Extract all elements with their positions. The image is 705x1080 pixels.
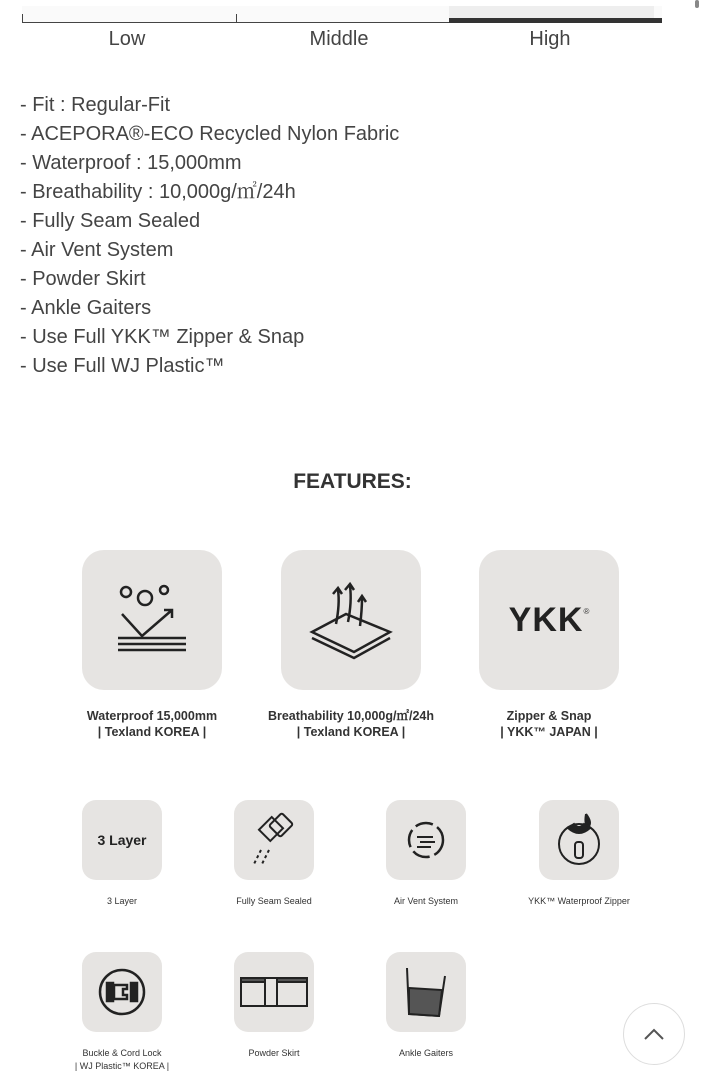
feature-label: Breathability 10,000g/㎡/24h | Texland KOREA | xyxy=(267,709,435,739)
chevron-up-icon xyxy=(643,1027,665,1041)
waterproof-zipper-icon xyxy=(539,800,619,880)
ykk-logo-text: YKK xyxy=(508,600,584,639)
3-layer-icon: 3 Layer xyxy=(82,800,162,880)
feature-label: Buckle & Cord Lock | WJ Plastic™ KOREA | xyxy=(74,1048,170,1071)
feature-label: YKK™ Waterproof Zipper xyxy=(528,896,630,906)
rating-fill-high xyxy=(449,18,662,23)
spec-item: - Ankle Gaiters xyxy=(20,297,152,319)
spec-item: - Fit : Regular-Fit xyxy=(20,94,171,116)
spec-item: - Breathability : 10,000g/㎡/24h xyxy=(20,181,296,203)
waterproof-icon xyxy=(82,550,222,690)
feature-label: Zipper & Snap | YKK™ JAPAN | xyxy=(500,709,598,739)
feature-label: Powder Skirt xyxy=(248,1048,300,1058)
spec-item: - Waterproof : 15,000mm xyxy=(20,152,242,174)
powder-skirt-icon xyxy=(234,952,314,1032)
buckle-icon xyxy=(82,952,162,1032)
air-vent-icon xyxy=(386,800,466,880)
rating-label-low: Low xyxy=(108,28,146,50)
ankle-gaiter-icon xyxy=(386,952,466,1032)
breathability-icon xyxy=(281,550,421,690)
spec-item: - Use Full YKK™ Zipper & Snap xyxy=(20,326,305,348)
feature-label: Fully Seam Sealed xyxy=(236,896,312,906)
spec-item: - Powder Skirt xyxy=(20,268,146,290)
feature-label: Air Vent System xyxy=(393,896,459,906)
scrollbar[interactable] xyxy=(695,0,699,8)
ykk-logo: YKK ® xyxy=(479,550,619,690)
spec-item: - Use Full WJ Plastic™ xyxy=(20,355,225,377)
feature-label: Waterproof 15,000mm | Texland KOREA | xyxy=(86,709,218,739)
rating-label-high: High xyxy=(529,28,571,50)
rating-label-middle: Middle xyxy=(309,28,369,50)
spec-item: - Fully Seam Sealed xyxy=(20,210,201,232)
spec-item: - Air Vent System xyxy=(20,239,174,261)
feature-label: 3 Layer xyxy=(106,896,138,906)
features-title: FEATURES: xyxy=(293,470,412,493)
feature-label: Ankle Gaiters xyxy=(398,1048,454,1058)
scroll-to-top-button[interactable] xyxy=(623,1003,685,1065)
spec-item: - ACEPORA®-ECO Recycled Nylon Fabric xyxy=(20,123,400,145)
seam-sealed-icon xyxy=(234,800,314,880)
